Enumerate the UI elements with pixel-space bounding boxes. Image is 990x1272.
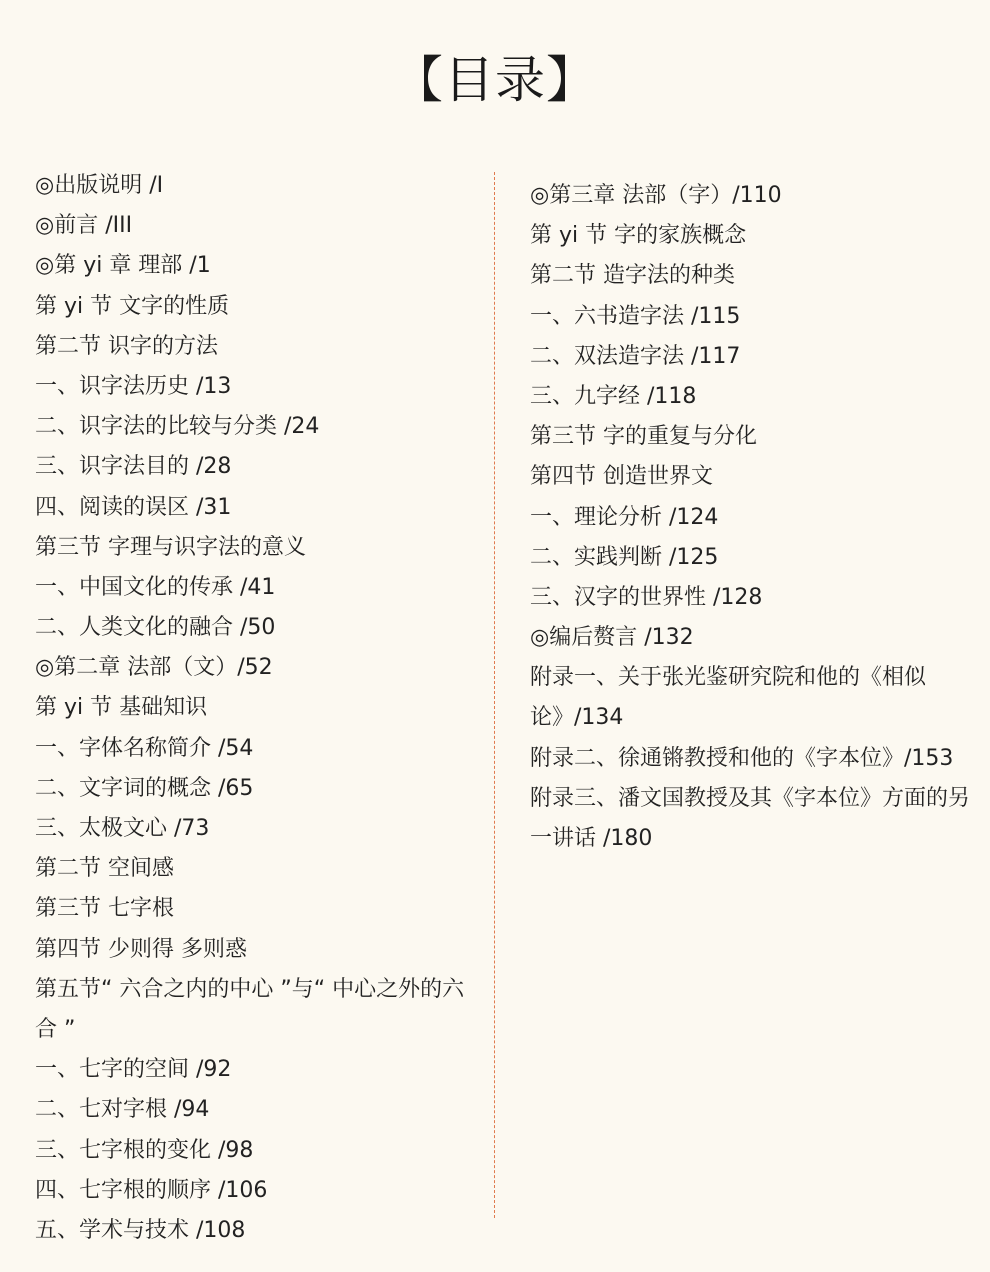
toc-appendix[interactable]: 附录一、关于张光鉴研究院和他的《相似论》/134 [530, 665, 927, 731]
toc-item[interactable]: 一、识字法历史 /13 [35, 373, 232, 399]
toc-section[interactable]: 第四节 少则得 多则惑 [25, 930, 277, 970]
toc-item[interactable]: 三、太极文心 /73 [35, 816, 210, 841]
toc-item[interactable]: 二、实践判断 /125 [530, 544, 719, 570]
toc-item[interactable]: 一、六书造字法 /115 [530, 303, 741, 329]
toc-item[interactable]: 五、学术与技术 /108 [35, 1217, 246, 1243]
toc-item[interactable]: 一、七字的空间 /92 [35, 1057, 232, 1083]
toc-item[interactable]: 二、文字词的概念 /65 [35, 775, 254, 801]
toc-item[interactable]: 一、字体名称简介 /54 [35, 735, 254, 761]
toc-section[interactable]: 第三节 七字根 [25, 889, 277, 929]
toc-section[interactable]: 第五节“ 六合之内的中心 ”与“ 中心之外的六合 ” [25, 970, 475, 1050]
toc-section[interactable]: 第二节 识字的方法 [25, 327, 277, 367]
toc-appendix[interactable]: 附录二、徐通锵教授和他的《字本位》/153 [530, 745, 954, 771]
toc-item[interactable]: ◎前言 /III [35, 213, 133, 239]
toc-left-column [25, 166, 475, 1251]
toc-item[interactable]: 一、中国文化的传承 /41 [35, 574, 276, 600]
toc-item[interactable]: 三、七字根的变化 /98 [35, 1137, 254, 1163]
toc-item[interactable]: ◎出版说明 /I [35, 173, 164, 198]
toc-item[interactable]: 二、人类文化的融合 /50 [35, 615, 276, 641]
toc-section[interactable]: 第三节 字的重复与分化 [520, 417, 772, 457]
toc-section[interactable]: 第 yi 节 字的家族概念 [520, 216, 772, 256]
toc-item[interactable]: 三、汉字的世界性 /128 [530, 584, 763, 610]
toc-section[interactable]: 第 yi 节 文字的性质 [25, 287, 277, 327]
toc-item[interactable]: 四、阅读的误区 /31 [35, 494, 232, 520]
toc-item[interactable]: 一、理论分析 /124 [530, 504, 719, 530]
toc-item[interactable]: 二、双法造字法 /117 [530, 343, 741, 369]
toc-chapter[interactable]: ◎第三章 法部（字）/110 [520, 176, 772, 216]
column-divider [494, 172, 495, 1218]
toc-item[interactable]: 四、七字根的顺序 /106 [35, 1177, 268, 1203]
toc-section[interactable]: 第 yi 节 基础知识 [25, 688, 277, 728]
toc-chapter[interactable]: ◎第 yi 章 理部 /1 [25, 246, 277, 286]
page-title: 【目录】 [393, 51, 597, 109]
toc-right-column [520, 176, 970, 859]
toc-chapter[interactable]: ◎第二章 法部（文）/52 [25, 648, 277, 688]
toc-item[interactable]: 二、七对字根 /94 [35, 1097, 210, 1123]
toc-item[interactable]: 三、九字经 /118 [530, 383, 697, 409]
toc-item[interactable]: 二、识字法的比较与分类 /24 [35, 414, 320, 440]
toc-chapter[interactable]: ◎编后赘言 /132 [520, 618, 772, 658]
toc-item[interactable]: 三、识字法目的 /28 [35, 454, 232, 480]
toc-section[interactable]: 第三节 字理与识字法的意义 [25, 528, 322, 568]
toc-appendix[interactable]: 附录三、潘文国教授及其《字本位》方面的另一讲话 /180 [530, 785, 971, 852]
toc-section[interactable]: 第二节 空间感 [25, 849, 277, 889]
toc-section[interactable]: 第四节 创造世界文 [520, 457, 772, 497]
toc-section[interactable]: 第二节 造字法的种类 [520, 256, 772, 296]
